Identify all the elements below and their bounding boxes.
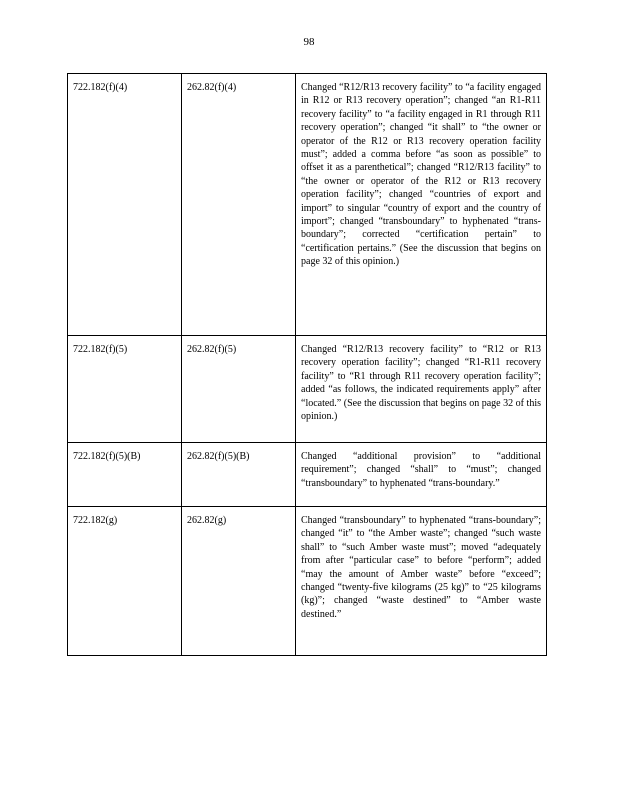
section-cell: 722.182(f)(5)(B) xyxy=(68,443,182,507)
table-row xyxy=(68,507,547,656)
table-row xyxy=(68,74,547,336)
section-cell: 722.182(g) xyxy=(68,507,182,656)
change-description-cell: Changed “R12/R13 recovery facility” to “R12 or R13 recovery operation facility”; changed “R1-R11 recovery facility” to “R1 through R11 recovery operation facility”; added “as follows, the indicated requirements apply” after “located.” (See the discussion that begins on page 32 of this opinion.) xyxy=(296,336,547,443)
rule-changes-table xyxy=(67,73,547,656)
change-description-cell: Changed “R12/R13 recovery facility” to “a facility engaged in R12 or R13 recovery operation”; changed “an R1-R11 recovery facility” to “a facility engaged in R1 through R11 recovery operation”; changed “it shall” to “the owner or operator of the R12 or R13 recovery operation facility must”; added a comma before “as soon as possible” to offset it as a parenthetical”; changed “R12/R13 facility” to “the owner or operator of the R12 or R13 recovery operation facility”; changed “countries of export and import” to singular “country of export and the country of import”; changed “transboundary” to hyphenated “trans-boundary”; corrected “certification pertain” to “certification pertains.” (See the discussion that begins on page 32 of this opinion.) xyxy=(296,74,547,336)
federal-reference-cell: 262.82(f)(5)(B) xyxy=(182,443,296,507)
section-cell: 722.182(f)(5) xyxy=(68,336,182,443)
section-cell: 722.182(f)(4) xyxy=(68,74,182,336)
change-description-cell: Changed “transboundary” to hyphenated “trans-boundary”; changed “it” to “the Amber waste”; changed “such waste shall” to “such Amber waste must”; moved “adequately from after “particular case” to before “perform”; added “may the amount of Amber waste” before “exceed”; changed “twenty-five kilograms (25 kg)” to “25 kilograms (kg)”; changed “waste destined” to “Amber waste destined.” xyxy=(296,507,547,656)
federal-reference-cell: 262.82(f)(5) xyxy=(182,336,296,443)
page-number: 98 xyxy=(303,36,315,48)
table-row xyxy=(68,443,547,507)
change-description-cell: Changed “additional provision” to “additional requirement”; changed “shall” to “must”; changed “transboundary” to hyphenated “trans-boundary.” xyxy=(296,443,547,507)
table-row xyxy=(68,336,547,443)
federal-reference-cell: 262.82(f)(4) xyxy=(182,74,296,336)
federal-reference-cell: 262.82(g) xyxy=(182,507,296,656)
